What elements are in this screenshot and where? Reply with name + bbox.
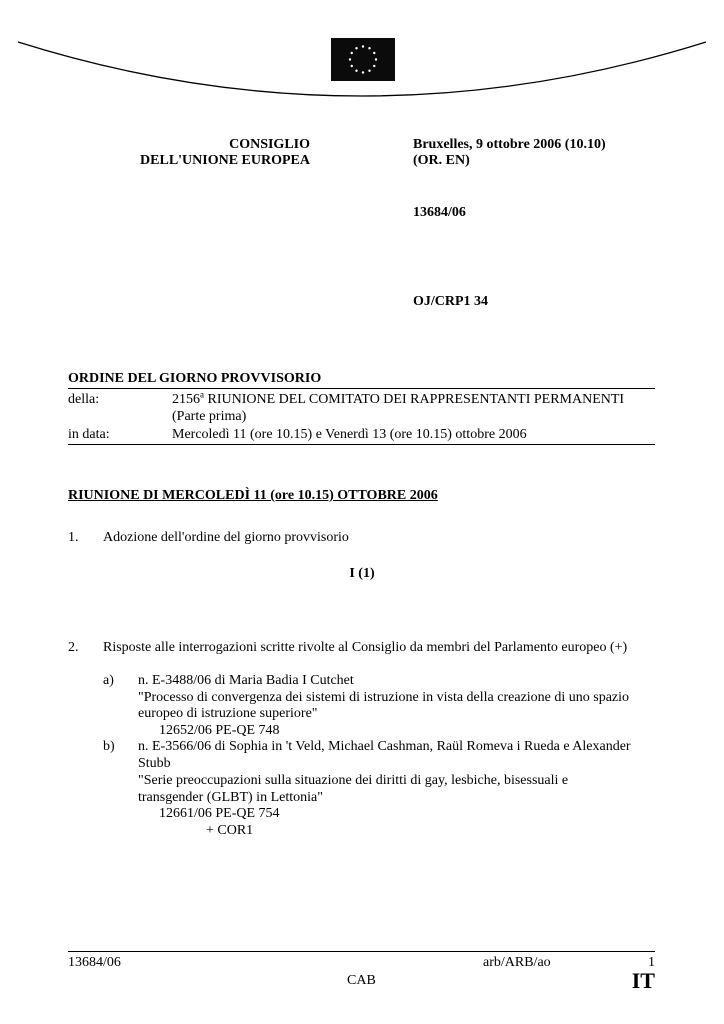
item-1-text: Adozione dell'ordine del giorno provvisorio xyxy=(103,530,349,545)
flag-star xyxy=(351,65,353,67)
section-heading: RIUNIONE DI MERCOLEDÌ 11 (ore 10.15) OTTOBRE 2006 xyxy=(68,488,438,503)
flag-star xyxy=(368,47,370,49)
sub-item-a-line3: europeo di istruzione superiore" xyxy=(138,706,318,721)
flag-star xyxy=(368,70,370,72)
meeting-text: RIUNIONE DEL COMITATO DEI RAPPRESENTANTI PERMANENTI xyxy=(204,392,625,407)
footer-language-code: IT xyxy=(631,968,655,993)
sub-item-b-line1: n. E-3566/06 di Sophia in 't Veld, Michael Cashman, Raül Romeva i Rueda e Alexander xyxy=(138,739,631,754)
flag-star xyxy=(373,52,375,54)
flag-star xyxy=(373,65,375,67)
sub-item-a-label: a) xyxy=(103,673,114,688)
sub-item-a-line2: "Processo di convergenza dei sistemi di istruzione in vista della creazione di uno spazio xyxy=(138,690,630,705)
sub-item-a-reference: 12652/06 PE-QE 748 xyxy=(159,723,280,738)
sub-item-b-reference: 12661/06 PE-QE 754 xyxy=(159,806,280,821)
council-name-line1: CONSIGLIO xyxy=(229,137,310,152)
sub-item-b-line4: transgender (GLBT) in Lettonia" xyxy=(138,790,323,805)
eu-flag-logo xyxy=(331,38,395,81)
item-2-text: Risposte alle interrogazioni scritte rivolte al Consiglio da membri del Parlamento europeo (+) xyxy=(103,640,628,655)
sub-item-b-line3: "Serie preoccupazioni sulla situazione dei diritti di gay, lesbiche, bisessuali e xyxy=(138,773,569,788)
agenda-bottom-rule xyxy=(68,444,655,445)
agenda-top-rule xyxy=(68,388,655,389)
sub-item-b-line2: Stubb xyxy=(138,756,171,771)
flag-star xyxy=(375,58,377,60)
document-date: Bruxelles, 9 ottobre 2006 (10.10) xyxy=(413,137,606,152)
meeting-number: 2156 xyxy=(172,392,200,407)
sub-item-a-line1: n. E-3488/06 di Maria Badia I Cutchet xyxy=(138,673,354,688)
meeting-part: (Parte prima) xyxy=(172,409,247,424)
flag-star xyxy=(355,47,357,49)
date-label: in data: xyxy=(68,427,110,442)
sub-item-b-corrigendum: + COR1 xyxy=(206,823,254,838)
sub-item-b-label: b) xyxy=(103,739,115,754)
meeting-date: Mercoledì 11 (ore 10.15) e Venerdì 13 (ore 10.15) ottobre 2006 xyxy=(172,427,527,442)
document-reference: OJ/CRP1 34 xyxy=(413,294,489,309)
meeting-title xyxy=(172,389,625,408)
agenda-title: ORDINE DEL GIORNO PROVVISORIO xyxy=(68,371,322,386)
document-number: 13684/06 xyxy=(413,205,466,220)
flag-star xyxy=(349,58,351,60)
flag-star xyxy=(362,45,364,47)
flag-star xyxy=(355,70,357,72)
item-2-number: 2. xyxy=(68,640,79,655)
flag-star xyxy=(362,71,364,73)
footer-unit: CAB xyxy=(347,973,376,988)
part-marker: I (1) xyxy=(349,566,375,581)
footer-doc-number: 13684/06 xyxy=(68,955,121,970)
item-1-number: 1. xyxy=(68,530,79,545)
of-label: della: xyxy=(68,392,100,407)
original-language: (OR. EN) xyxy=(413,153,470,168)
footer-rule xyxy=(68,951,655,952)
footer-initials: arb/ARB/ao xyxy=(483,955,551,970)
footer-page-number: 1 xyxy=(648,955,655,970)
meeting-number-suffix: a xyxy=(200,389,204,400)
flag-star xyxy=(351,52,353,54)
council-name-line2: DELL'UNIONE EUROPEA xyxy=(140,153,310,168)
